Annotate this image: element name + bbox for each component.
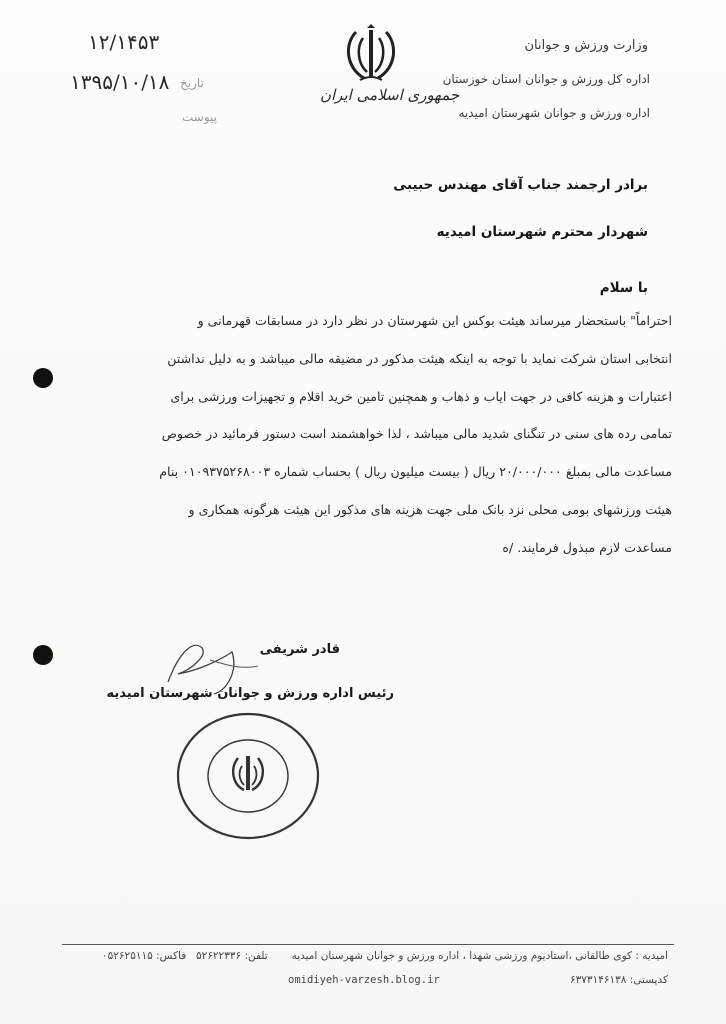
footer-divider: [62, 944, 674, 945]
letter-date: ۱۳۹۵/۱۰/۱۸: [70, 70, 170, 94]
signatory-name: قادر شریفی: [259, 642, 340, 657]
greeting: با سلام: [599, 280, 648, 296]
punch-hole-bottom: [33, 645, 53, 665]
recipient-line-1: برادر ارجمند جناب آقای مهندس حبیبی: [393, 177, 648, 193]
stamp-ring-text: [174, 710, 181, 713]
footer-fax: فاکس: ۰۵۲۶۲۵۱۱۵: [102, 950, 187, 962]
official-stamp: [174, 710, 322, 842]
emblem-caption: جمهوری اسلامی ایران: [320, 86, 460, 104]
stamp-emblem-icon: [233, 756, 263, 790]
footer-address: امیدیه : کوی طالقانی ،استادیوم ورزشی شهدا ، اداره ورزش و جوانان شهرستان امیدیه: [291, 950, 668, 962]
body-line: انتخابی استان شرکت نماید با توجه به اینکه هیئت مذکور در مضیقه مالی میباشد و به دلیل نداشتن: [167, 350, 672, 366]
ministry-title: وزارت ورزش و جوانان: [524, 38, 648, 53]
body-line: احتراماً" باستحضار میرساند هیئت بوکس این شهرستان در نظر دارد در مسابقات قهرمانی و: [197, 313, 672, 328]
body-line: مساعدت لازم مبذول فرمایند. /ه: [502, 539, 672, 555]
iran-emblem: [340, 24, 402, 84]
footer-phone: تلفن: ۵۲۶۲۲۳۳۶: [196, 950, 268, 962]
punch-hole-top: [33, 368, 53, 388]
city-office: اداره ورزش و جوانان شهرستان امیدیه: [458, 106, 650, 120]
body-line: هیئت ورزشهای بومی محلی نزد بانک ملی جهت هزینه های مذکور این هیئت هرگونه همکاری و: [188, 501, 672, 517]
province-office: اداره کل ورزش و جوانان استان خوزستان: [442, 72, 650, 86]
svg-text:اداره کل ورزش و جوانان خوزستان: [174, 710, 181, 713]
footer-website[interactable]: omidiyeh-varzesh.blog.ir: [288, 974, 440, 986]
recipient-line-2: شهردار محترم شهرستان امیدیه: [436, 224, 648, 240]
body-line: مساعدت مالی بمبلغ ۲۰/۰۰۰/۰۰۰ ریال ( بیست میلیون ریال ) بحساب شماره ۰۱۰۹۳۷۵۲۶۸۰۰۳ بنام: [159, 464, 672, 480]
letter-number: ۱۲/۱۴۵۳: [88, 30, 160, 54]
signatory-title: رئیس اداره ورزش و جوانان شهرستان امیدیه: [106, 686, 394, 701]
emblem-icon: [340, 24, 402, 84]
body-line: تمامی رده های سنی در تنگنای شدید مالی میباشد ، لذا خواهشمند است دستور فرمائید در خصوص: [161, 426, 672, 442]
date-label: تاریخ: [180, 76, 204, 90]
attachment-label: پیوست: [182, 110, 217, 124]
body-line: اعتبارات و هزینه کافی در جهت ایاب و ذهاب و همچنین تامین خرید اقلام و تجهیزات ورزشی برای: [170, 388, 672, 404]
footer-postal-code: کدپستی: ۶۳۷۳۱۴۶۱۳۸: [569, 974, 668, 986]
letter-body: [52, 302, 672, 567]
